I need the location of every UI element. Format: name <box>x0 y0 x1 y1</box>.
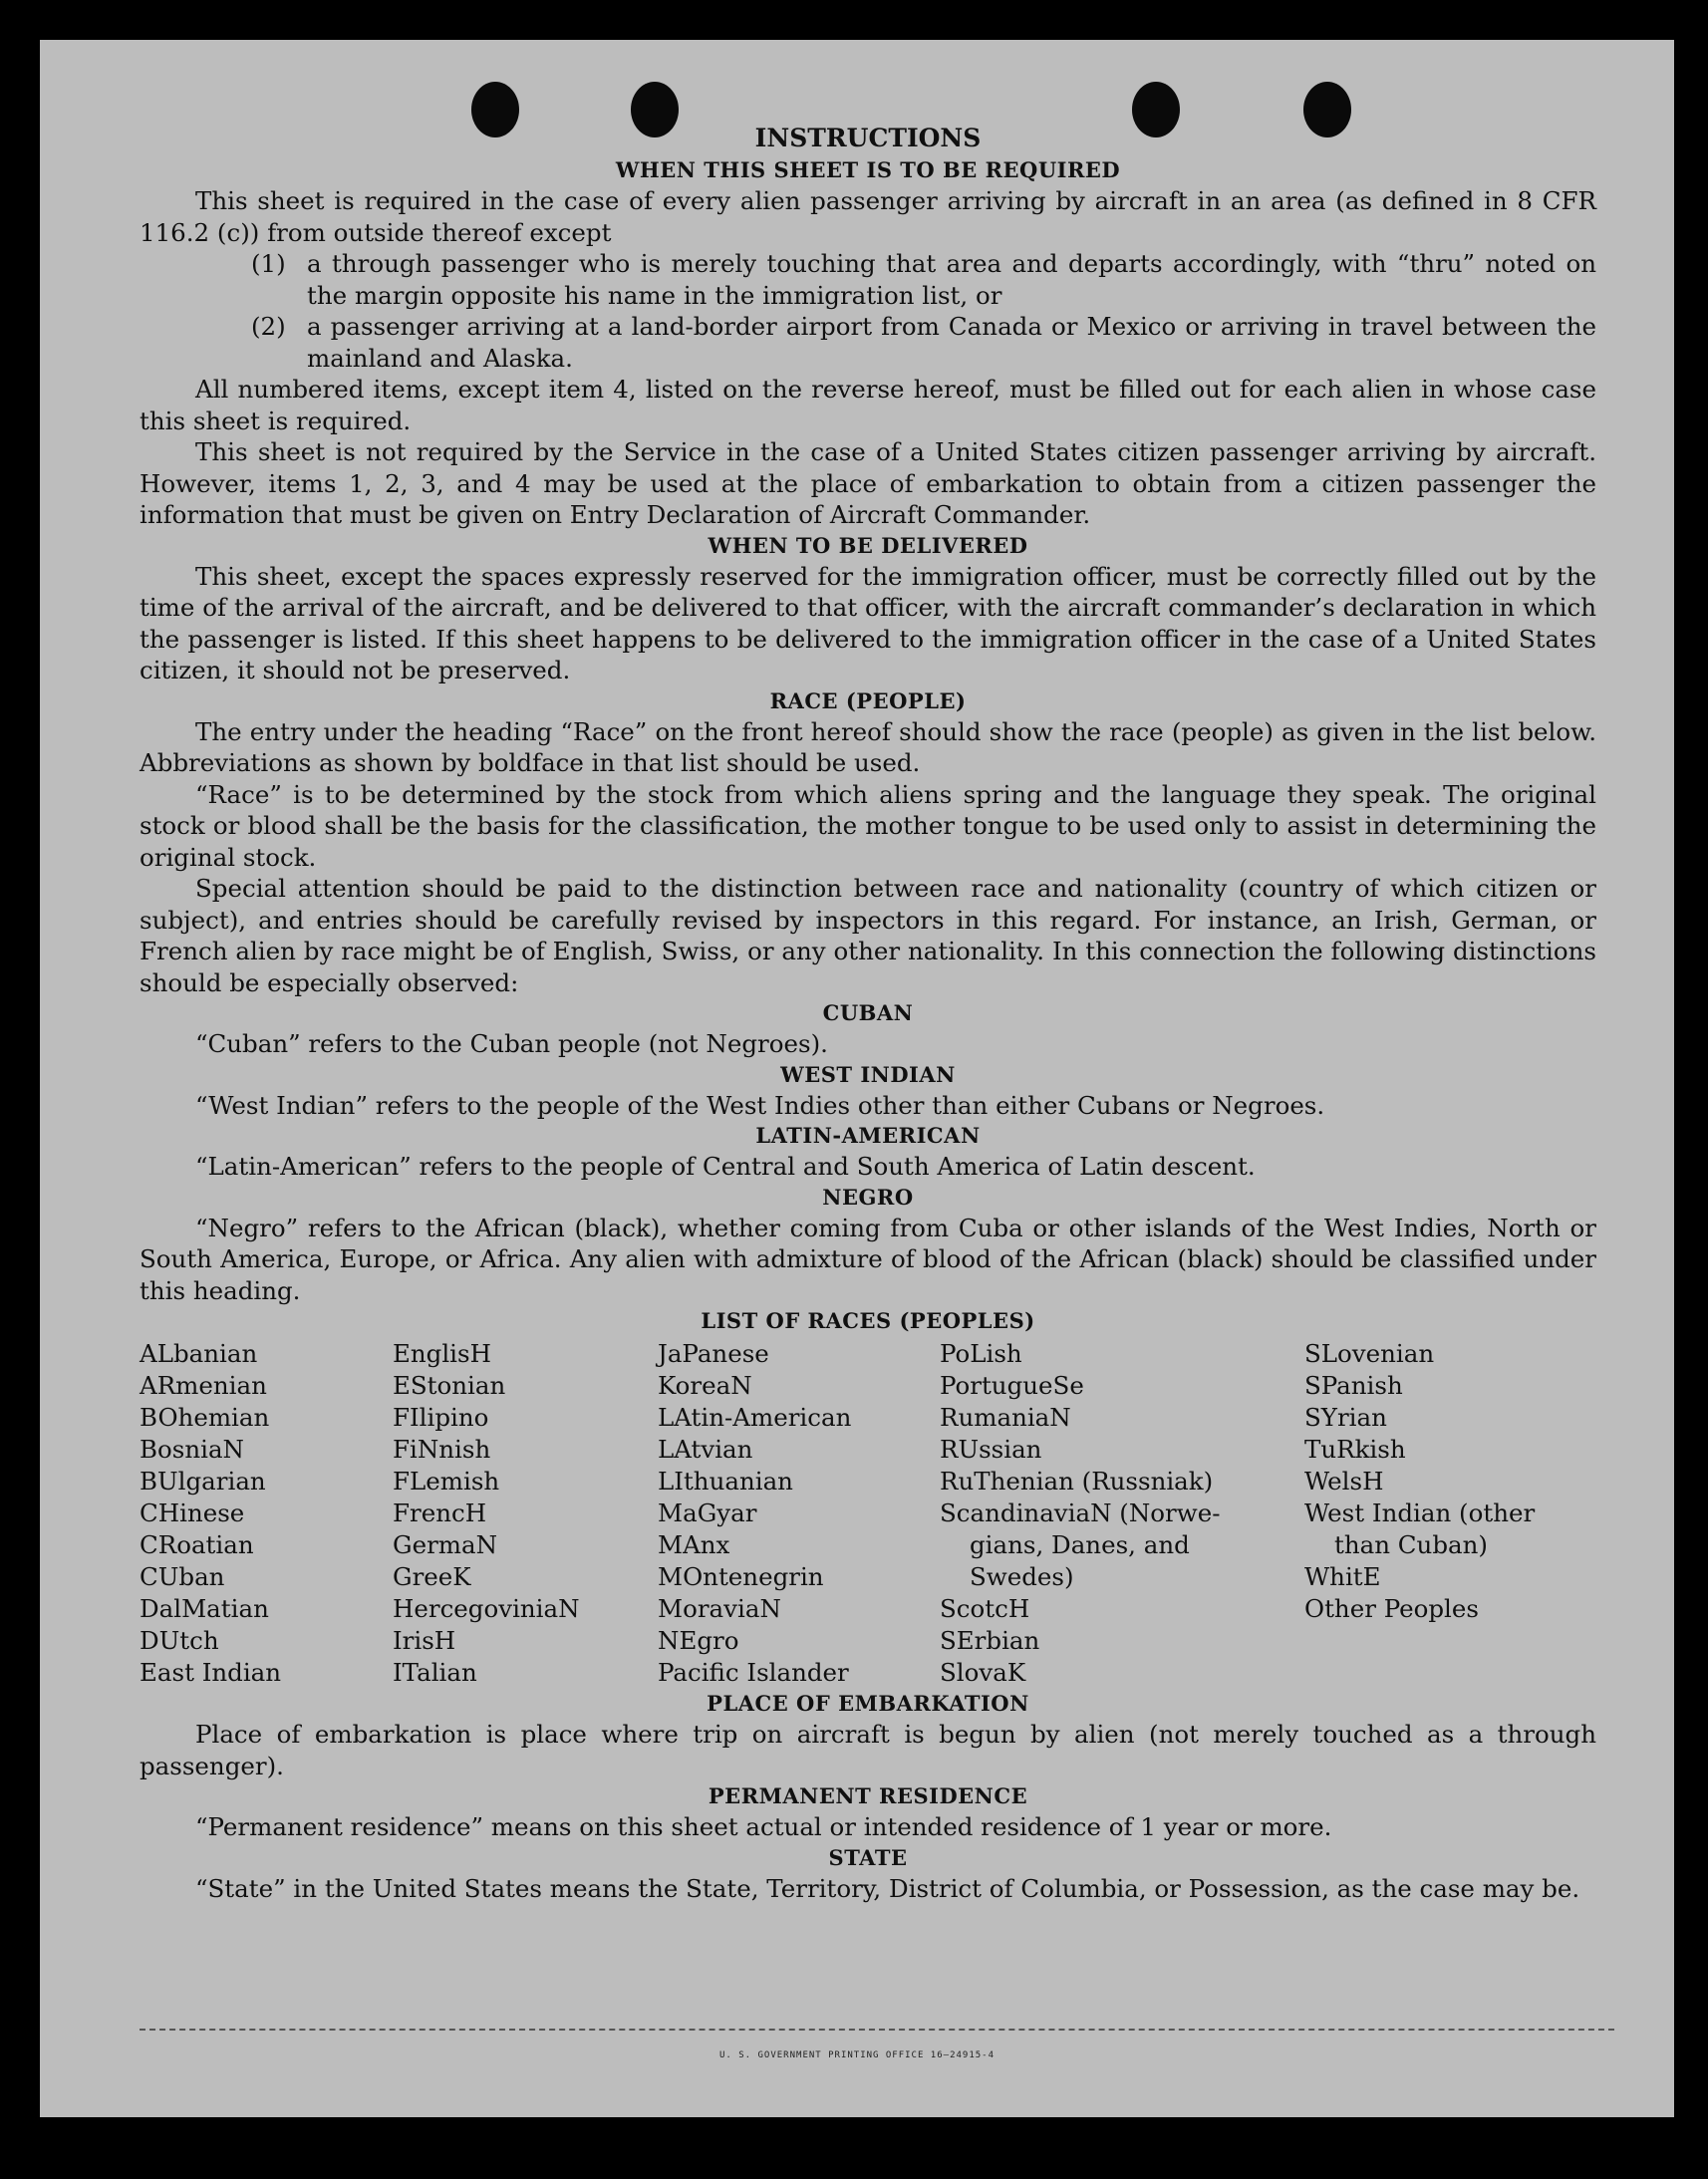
race-entry: LAtin-American <box>658 1403 852 1432</box>
race-entry: Swedes) <box>970 1562 1074 1591</box>
paragraph-embarkation: Place of embarkation is place where trip on aircraft is begun by alien (not merely touched as a through passenger). <box>140 1720 1596 1780</box>
race-entry: FLemish <box>393 1467 500 1496</box>
race-entry: ARmenian <box>140 1371 267 1400</box>
instructions-content <box>140 122 1596 1904</box>
race-entry: SlovaK <box>940 1658 1026 1687</box>
heading-negro: NEGRO <box>822 1184 914 1210</box>
printing-office-footer: U. S. GOVERNMENT PRINTING OFFICE 16—24915-4 <box>719 2050 995 2060</box>
heading-when-delivered: WHEN TO BE DELIVERED <box>708 532 1028 558</box>
race-entry: BOhemian <box>140 1403 270 1432</box>
race-entry: Pacific Islander <box>658 1658 849 1687</box>
race-entry: CHinese <box>140 1498 245 1527</box>
paragraph-race-3: Special attention should be paid to the distinction between race and nationality (country of which citizen or subject), and entries should be carefully revised by inspectors in this regard. For instance, an Irish, German, or French alien by race might be of English, Swiss, or any other nationality. In this connection the following distinctions should be especially observed: <box>140 874 1596 997</box>
item-text: a passenger arriving at a land-border airport from Canada or Mexico or arriving in travel between the mainland and Alaska. <box>307 312 1596 373</box>
page-title: INSTRUCTIONS <box>754 124 982 152</box>
race-entry: PortugueSe <box>940 1371 1084 1400</box>
race-entry: BosniaN <box>140 1435 244 1464</box>
race-entry: RumaniaN <box>940 1403 1071 1432</box>
item-number: (2) <box>251 312 286 341</box>
list-item-exception-2 <box>251 311 1596 374</box>
race-entry: MaGyar <box>658 1498 757 1527</box>
races-column-5 <box>1304 1338 1596 1689</box>
paragraph-when-delivered: This sheet, except the spaces expressly reserved for the immigration officer, must be correctly filled out by the time of the arrival of the aircraft, and be delivered to that officer, with the aircraft commander’s declaration in which the passenger is listed. If this sheet happens to be delivered to the immigration officer in the case of a United States citizen, it should not be preserved. <box>140 561 1596 684</box>
races-column-1 <box>140 1338 393 1689</box>
paragraph-residence: “Permanent residence” means on this sheet actual or intended residence of 1 year or more. <box>195 1812 1332 1841</box>
race-entry: MoraviaN <box>658 1594 781 1623</box>
race-entry: CUban <box>140 1562 225 1591</box>
race-entry: FIlipino <box>393 1403 489 1432</box>
heading-race: RACE (PEOPLE) <box>769 687 967 713</box>
heading-when-required: WHEN THIS SHEET IS TO BE REQUIRED <box>615 157 1121 182</box>
paragraph-race-2: “Race” is to be determined by the stock from which aliens spring and the language they speak. The original stock or blood shall be the basis for the classification, the mother tongue to be used only to assist in determining the original stock. <box>140 779 1596 872</box>
item-text: a through passenger who is merely touching that area and departs accordingly, with “thru” noted on the margin opposite his name in the immigration list, or <box>307 249 1596 310</box>
race-entry: SErbian <box>940 1626 1040 1655</box>
race-entry: SYrian <box>1304 1403 1387 1432</box>
race-entry: IrisH <box>393 1626 456 1655</box>
race-entry: SLovenian <box>1304 1339 1435 1368</box>
races-column-3 <box>658 1338 940 1689</box>
race-entry: SPanish <box>1304 1371 1403 1400</box>
heading-list-of-races: LIST OF RACES (PEOPLES) <box>701 1308 1035 1333</box>
race-entry: WelsH <box>1304 1467 1384 1496</box>
list-item-exception-1 <box>251 248 1596 311</box>
race-entry: GermaN <box>393 1530 498 1559</box>
paragraph-state: “State” in the United States means the State, Territory, District of Columbia, or Possession, as the case may be. <box>195 1873 1580 1903</box>
heading-cuban: CUBAN <box>822 1000 914 1025</box>
race-entry: ScotcH <box>940 1594 1030 1623</box>
race-entry: East Indian <box>140 1658 282 1687</box>
race-entry: WhitE <box>1304 1562 1381 1591</box>
race-entry: MAnx <box>658 1530 730 1559</box>
paragraph-when-required-intro: This sheet is required in the case of every alien passenger arriving by aircraft in an area (as defined in 8 CFR 116.2 (c)) from outside thereof except <box>140 186 1596 247</box>
race-entry: gians, Danes, and <box>970 1530 1190 1559</box>
race-entry: FrencH <box>393 1498 487 1527</box>
race-entry: FiNnish <box>393 1435 491 1464</box>
race-entry: BUlgarian <box>140 1467 266 1496</box>
divider <box>140 2029 1614 2031</box>
race-entry: RuThenian (Russniak) <box>940 1467 1214 1496</box>
race-entry: LIthuanian <box>658 1467 793 1496</box>
races-column-2 <box>393 1338 658 1689</box>
paragraph-cuban: “Cuban” refers to the Cuban people (not Negroes). <box>195 1029 828 1058</box>
race-entry: GreeK <box>393 1562 471 1591</box>
race-entry: DUtch <box>140 1626 219 1655</box>
paragraph-negro: “Negro” refers to the African (black), whether coming from Cuba or other islands of the West Indies, North or South America, Europe, or Africa. Any alien with admixture of blood of the African (black) should be classified under this heading. <box>140 1213 1596 1305</box>
race-entry: PoLish <box>940 1339 1022 1368</box>
race-entry: HercegoviniaN <box>393 1594 580 1623</box>
paragraph-latin-american: “Latin-American” refers to the people of Central and South America of Latin descent. <box>195 1152 1256 1181</box>
heading-west-indian: WEST INDIAN <box>780 1061 956 1087</box>
race-entry: West Indian (other <box>1304 1498 1536 1527</box>
item-number: (1) <box>251 249 286 278</box>
race-entry: TuRkish <box>1304 1435 1406 1464</box>
paragraph-citizen: This sheet is not required by the Service in the case of a United States citizen passenger arriving by aircraft. However, items 1, 2, 3, and 4 may be used at the place of embarkation to obtain from a citizen passenger the information that must be given on Entry Declaration of Aircraft Commander. <box>140 437 1596 529</box>
heading-residence: PERMANENT RESIDENCE <box>708 1783 1028 1808</box>
race-entry: EnglisH <box>393 1339 491 1368</box>
race-entry: JaPanese <box>658 1339 769 1368</box>
heading-latin-american: LATIN-AMERICAN <box>755 1123 981 1148</box>
race-entry: DalMatian <box>140 1594 269 1623</box>
paragraph-numbered-items: All numbered items, except item 4, listed on the reverse hereof, must be filled out for each alien in whose case this sheet is required. <box>140 375 1596 435</box>
race-entry: NEgro <box>658 1626 739 1655</box>
race-entry: ScandinaviaN (Norwe- <box>940 1498 1221 1527</box>
race-entry: LAtvian <box>658 1435 753 1464</box>
races-column-4 <box>940 1338 1304 1689</box>
race-entry: ITalian <box>393 1658 477 1687</box>
race-entry: ALbanian <box>140 1339 258 1368</box>
race-entry: MOntenegrin <box>658 1562 824 1591</box>
paragraph-race-1: The entry under the heading “Race” on the front hereof should show the race (people) as given in the list below. Abbreviations as shown by boldface in that list should be used. <box>140 716 1596 777</box>
heading-state: STATE <box>828 1844 908 1870</box>
heading-embarkation: PLACE OF EMBARKATION <box>707 1691 1029 1716</box>
race-entry: CRoatian <box>140 1530 254 1559</box>
document-page <box>40 40 1674 2117</box>
race-entry: EStonian <box>393 1371 506 1400</box>
races-list <box>140 1338 1596 1689</box>
paragraph-west-indian: “West Indian” refers to the people of the West Indies other than either Cubans or Negroes. <box>195 1090 1325 1120</box>
race-entry: than Cuban) <box>1334 1530 1488 1559</box>
race-entry: Other Peoples <box>1304 1594 1479 1623</box>
race-entry: KoreaN <box>658 1371 752 1400</box>
race-entry: RUssian <box>940 1435 1042 1464</box>
